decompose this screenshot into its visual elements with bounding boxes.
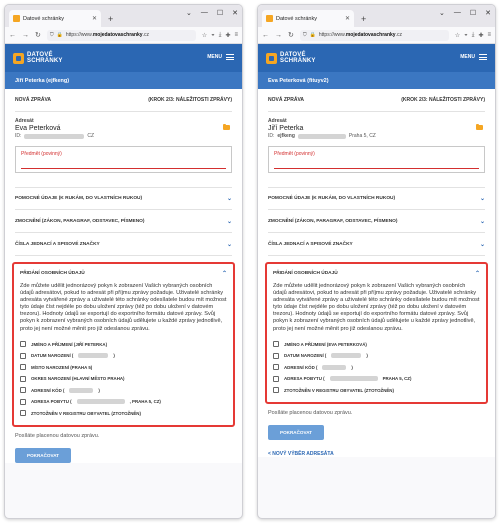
tab-bar bbox=[5, 5, 242, 27]
personal-data-section bbox=[12, 262, 235, 427]
site-logo[interactable]: DATOVÉ SCHRÁNKY bbox=[27, 52, 63, 64]
redacted-box bbox=[331, 353, 361, 358]
lock-icon: 🔒 bbox=[56, 32, 63, 38]
redacted-box bbox=[330, 376, 378, 381]
browser-window-left bbox=[4, 4, 243, 519]
chevron-down-icon: ⌄ bbox=[226, 196, 232, 202]
personal-data-description: Zde můžete udělit jednorázový pokyn k zobrazení Vašich vybraných osobních údajů adresátovi, pokud to adresát při příjmu zprávy požaduje. Uživatelé schránky adresáta vytvářené zprávy a uživatelé této schránky odesílatele budou mít možnost tyto údaje číst nejdéle po dobu uložení zprávy (též po dobu uložení v datovém trezoru). Hodnoty údajů se exportují do exportního formátu datové zprávy. Svůj pokyn k zobrazení vybraných osobních údajů udělujete u každé zprávy jednotlivě, proto jej není možné měnit pro již odeslanou zprávu. bbox=[20, 283, 227, 332]
message-form bbox=[258, 89, 495, 457]
toolbar-icons bbox=[202, 32, 238, 39]
overflow-menu-icon[interactable]: ≡ bbox=[234, 31, 238, 38]
continue-button[interactable]: POKRAČOVAT bbox=[268, 425, 324, 440]
reload-icon[interactable]: ↻ bbox=[35, 32, 41, 39]
logo-icon[interactable] bbox=[266, 53, 277, 64]
recipient-id: ID: ejfkeng Praha 5, CZ bbox=[268, 133, 376, 139]
url-bar[interactable] bbox=[47, 30, 196, 41]
subject-input[interactable] bbox=[15, 146, 232, 173]
url-domain: mojedatovaschranky bbox=[345, 32, 396, 38]
checkbox-address-code[interactable]: ADRESNÍ KÓD ( ) bbox=[273, 362, 480, 374]
pocket-icon[interactable]: ◒ bbox=[464, 31, 468, 38]
window-controls bbox=[186, 9, 238, 17]
redacted-box bbox=[69, 388, 93, 393]
section-authorization[interactable]: ZMOCNĚNÍ (ZÁKON, PARAGRAF, ODSTAVEC, PÍSMENO) ⌄ bbox=[15, 210, 232, 233]
redacted-box bbox=[78, 353, 108, 358]
lock-icon: 🔒 bbox=[309, 32, 316, 38]
shield-icon: ⛉ bbox=[302, 32, 307, 38]
checkbox[interactable] bbox=[273, 376, 279, 382]
message-form bbox=[5, 89, 242, 463]
close-window-icon[interactable]: ✕ bbox=[232, 10, 238, 17]
chevron-down-icon[interactable]: ⌄ bbox=[438, 10, 445, 17]
folder-icon[interactable] bbox=[476, 125, 483, 130]
recipient-name: Eva Peterková bbox=[15, 125, 61, 132]
checkbox-birth-date[interactable]: DATUM NAROZENÍ ( ) bbox=[20, 350, 227, 362]
checkbox[interactable] bbox=[273, 364, 279, 370]
site-header bbox=[5, 44, 242, 72]
chevron-down-icon: ⌄ bbox=[226, 218, 232, 225]
subject-input[interactable] bbox=[268, 146, 485, 173]
checkbox-residence-address[interactable]: ADRESA POBYTU ( PRAHA 5, CZ) bbox=[273, 373, 480, 385]
maximize-icon[interactable]: ☐ bbox=[216, 10, 224, 17]
checkbox-residence-address[interactable]: ADRESA POBYTU ( , PRAHA 5, CZ) bbox=[20, 396, 227, 408]
checkbox[interactable] bbox=[20, 364, 26, 370]
shield-icon: ⛉ bbox=[49, 32, 54, 38]
url-rest: .cz bbox=[142, 32, 149, 38]
minimize-icon[interactable]: — bbox=[453, 9, 461, 16]
hamburger-icon bbox=[479, 54, 487, 60]
paid-message-notice: Posíláte placenou datovou zprávu. bbox=[268, 410, 353, 417]
personal-data-description: Zde můžete udělit jednorázový pokyn k zobrazení Vašich vybraných osobních údajů adresátovi, pokud to adresát při příjmu zprávy požaduje. Uživatelé schránky adresáta vytvářené zprávy a uživatelé této schránky odesílatele budou mít možnost tyto údaje číst nejdéle po dobu uložení zprávy (též po dobu uložení v datovém trezoru). Hodnoty údajů se exportují do exportního formátu datové zprávy. Svůj pokyn k zobrazení vybraných osobních údajů udělujete u každé zprávy jednotlivě, proto jej není možné měnit pro již odeslanou zprávu. bbox=[273, 283, 480, 332]
forward-icon[interactable]: → bbox=[275, 31, 282, 39]
chevron-up-icon: ⌃ bbox=[474, 271, 480, 277]
folder-icon[interactable] bbox=[223, 125, 230, 130]
paid-message-notice: Posíláte placenou datovou zprávu. bbox=[15, 433, 100, 440]
user-bar[interactable]: Jiří Peterka (ejfkeng) bbox=[5, 72, 242, 89]
back-icon[interactable]: ← bbox=[9, 31, 16, 39]
recipient-name: Jiří Peterka bbox=[268, 125, 304, 132]
toolbar-icons bbox=[455, 32, 491, 39]
checkbox-birth-date[interactable]: DATUM NAROZENÍ ( ) bbox=[273, 350, 480, 362]
recipient-label: Adresát bbox=[268, 118, 287, 124]
checkbox-registry-verified[interactable]: ZTOTOŽNĚN V REGISTRU OBYVATEL (ZTOTOŽNĚN) bbox=[20, 408, 227, 420]
chevron-down-icon: ⌄ bbox=[479, 218, 485, 225]
checkbox-name[interactable]: JMÉNO A PŘÍJMENÍ (EVA PETERKOVÁ) bbox=[273, 339, 480, 351]
new-message-title: NOVÁ ZPRÁVA bbox=[15, 97, 52, 103]
browser-tab[interactable] bbox=[262, 10, 354, 27]
menu-label: MENU bbox=[207, 54, 222, 60]
bookmark-star-icon[interactable]: ☆ bbox=[201, 32, 208, 39]
menu-label: MENU bbox=[460, 54, 475, 60]
new-tab-icon[interactable]: + bbox=[361, 14, 367, 24]
checkbox-birth-district[interactable]: OKRES NAROZENÍ (HLAVNÍ MĚSTO PRAHA) bbox=[20, 373, 227, 385]
checkbox[interactable] bbox=[20, 341, 26, 347]
tab-title: Datové schránky bbox=[23, 15, 64, 22]
hamburger-icon bbox=[226, 54, 234, 60]
recipient-block bbox=[268, 112, 485, 142]
redacted-box bbox=[322, 365, 346, 370]
checkbox[interactable] bbox=[273, 341, 279, 347]
redacted-box bbox=[298, 134, 346, 139]
url-prefix: https://www. bbox=[318, 32, 346, 38]
recipient-block bbox=[15, 112, 232, 142]
personal-data-section bbox=[265, 262, 488, 404]
bookmark-star-icon[interactable]: ☆ bbox=[454, 32, 461, 39]
download-icon[interactable]: ⤓ bbox=[471, 31, 475, 38]
checkbox[interactable] bbox=[20, 410, 26, 416]
section-authorization[interactable]: ZMOCNĚNÍ (ZÁKON, PARAGRAF, ODSTAVEC, PÍSMENO) ⌄ bbox=[268, 210, 485, 233]
url-rest: .cz bbox=[395, 32, 402, 38]
checkbox[interactable] bbox=[273, 353, 279, 359]
new-message-title: NOVÁ ZPRÁVA bbox=[268, 97, 305, 103]
menu-button[interactable] bbox=[207, 54, 234, 60]
step-indicator: (KROK 2/3: NÁLEŽITOSTI ZPRÁVY) bbox=[401, 97, 485, 103]
close-window-icon[interactable]: ✕ bbox=[485, 10, 491, 17]
step-header bbox=[15, 89, 232, 112]
logo-icon[interactable] bbox=[13, 53, 24, 64]
reload-icon[interactable]: ↻ bbox=[288, 32, 294, 39]
chevron-down-icon[interactable]: ⌄ bbox=[185, 10, 192, 17]
tab-close-icon[interactable]: ✕ bbox=[91, 16, 97, 22]
checkbox[interactable] bbox=[20, 399, 26, 405]
browser-window-right bbox=[257, 4, 496, 519]
tab-bar bbox=[258, 5, 495, 27]
section-auxiliary-data[interactable]: POMOCNÉ ÚDAJE (K RUKÁM, DO VLASTNÍCH RUKOU) ⌄ bbox=[15, 187, 232, 210]
checkbox-birth-place[interactable]: MÍSTO NAROZENÍ (PRAHA 5) bbox=[20, 362, 227, 374]
recipient-id: ID: CZ bbox=[15, 133, 95, 139]
datove-schranky-favicon-icon bbox=[266, 15, 273, 22]
overflow-menu-icon[interactable]: ≡ bbox=[487, 31, 491, 38]
tab-close-icon[interactable]: ✕ bbox=[344, 16, 350, 22]
new-tab-icon[interactable]: + bbox=[108, 14, 114, 24]
site-header bbox=[258, 44, 495, 72]
user-bar[interactable]: Eva Peterková (fituyv2) bbox=[258, 72, 495, 89]
checkbox[interactable] bbox=[20, 353, 26, 359]
checkbox-registry-verified[interactable]: ZTOTOŽNĚN V REGISTRU OBYVATEL (ZTOTOŽNĚN) bbox=[273, 385, 480, 397]
chevron-down-icon: ⌄ bbox=[479, 196, 485, 202]
checkbox-address-code[interactable]: ADRESNÍ KÓD ( ) bbox=[20, 385, 227, 397]
tab-title: Datové schránky bbox=[276, 15, 317, 22]
step-header bbox=[268, 89, 485, 112]
maximize-icon[interactable]: ☐ bbox=[469, 10, 477, 17]
forward-icon[interactable]: → bbox=[22, 31, 29, 39]
back-icon[interactable]: ← bbox=[262, 31, 269, 39]
redacted-box bbox=[24, 134, 84, 139]
site-logo[interactable]: DATOVÉ SCHRÁNKY bbox=[280, 52, 316, 64]
section-reference-numbers[interactable]: ČÍSLA JEDNACÍ A SPISOVÉ ZNAČKY ⌄ bbox=[15, 233, 232, 256]
personal-data-header[interactable]: PŘIDÁNÍ OSOBNÍCH ÚDAJŮ ⌃ bbox=[273, 271, 480, 277]
navigation-bar bbox=[258, 27, 495, 44]
subject-placeholder: Předmět (povinný) bbox=[274, 151, 315, 157]
minimize-icon[interactable]: — bbox=[200, 9, 208, 16]
new-recipient-link[interactable]: < NOVÝ VÝBĚR ADRESÁTA bbox=[268, 451, 334, 458]
recipient-label: Adresát bbox=[15, 118, 34, 124]
datove-schranky-favicon-icon bbox=[13, 15, 20, 22]
window-controls bbox=[439, 9, 491, 17]
checkbox-name[interactable]: JMÉNO A PŘÍJMENÍ (JIŘÍ PETERKA) bbox=[20, 339, 227, 351]
download-icon[interactable]: ⤓ bbox=[218, 31, 222, 38]
section-reference-numbers[interactable]: ČÍSLA JEDNACÍ A SPISOVÉ ZNAČKY ⌄ bbox=[268, 233, 485, 256]
chevron-down-icon: ⌄ bbox=[479, 241, 485, 248]
checkbox[interactable] bbox=[273, 387, 279, 393]
extensions-icon[interactable]: ✚ bbox=[478, 32, 484, 39]
menu-button[interactable] bbox=[460, 54, 487, 60]
extensions-icon[interactable]: ✚ bbox=[225, 32, 231, 39]
checkbox[interactable] bbox=[20, 387, 26, 393]
redacted-box bbox=[77, 399, 125, 404]
continue-button[interactable]: POKRAČOVAT bbox=[15, 448, 71, 463]
navigation-bar bbox=[5, 27, 242, 44]
subject-placeholder: Předmět (povinný) bbox=[21, 151, 62, 157]
section-auxiliary-data[interactable]: POMOCNÉ ÚDAJE (K RUKÁM, DO VLASTNÍCH RUKOU) ⌄ bbox=[268, 187, 485, 210]
url-prefix: https://www. bbox=[65, 32, 93, 38]
chevron-down-icon: ⌄ bbox=[226, 241, 232, 248]
checkbox[interactable] bbox=[20, 376, 26, 382]
url-domain: mojedatovaschranky bbox=[92, 32, 143, 38]
browser-tab[interactable] bbox=[9, 10, 101, 27]
step-indicator: (KROK 2/3: NÁLEŽITOSTI ZPRÁVY) bbox=[148, 97, 232, 103]
chevron-up-icon: ⌃ bbox=[221, 271, 227, 277]
pocket-icon[interactable]: ◒ bbox=[211, 31, 215, 38]
url-bar[interactable] bbox=[300, 30, 449, 41]
personal-data-header[interactable]: PŘIDÁNÍ OSOBNÍCH ÚDAJŮ ⌃ bbox=[20, 271, 227, 277]
